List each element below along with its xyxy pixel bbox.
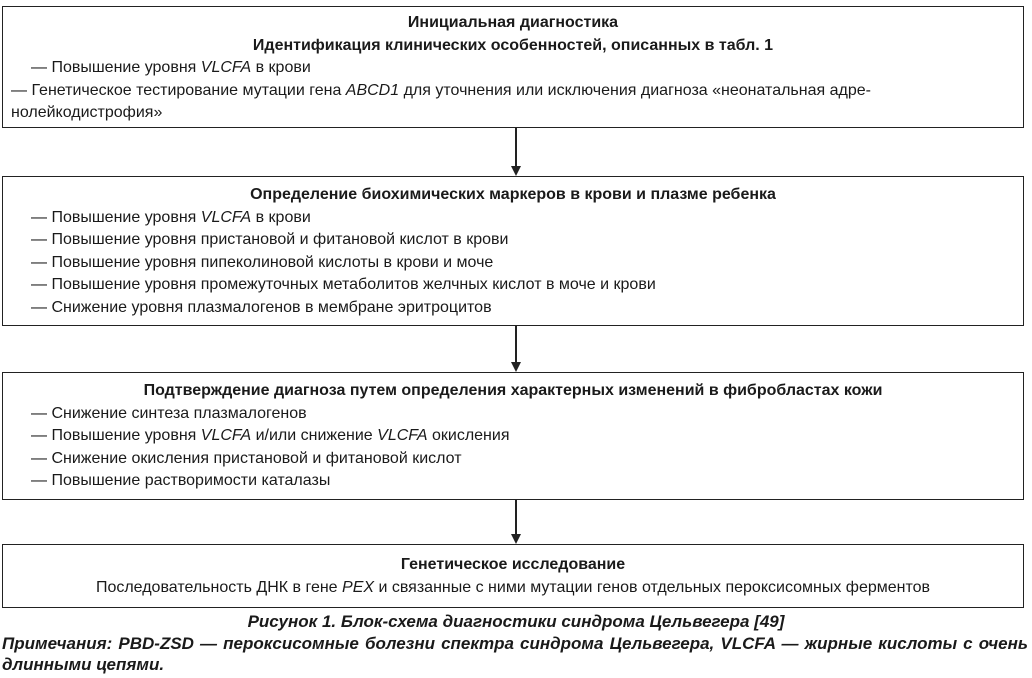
box-item: — Повышение уровня пристановой и фитановой кислот в крови bbox=[31, 231, 509, 248]
box-item: — Снижение окисления пристановой и фитановой кислот bbox=[31, 449, 462, 467]
box-item: — Снижение синтеза плазмалогенов bbox=[31, 404, 307, 422]
box-item: — Генетическое тестирование мутации гена ABCD1 для уточнения или исключения диагноза «неонатальная адре-нолейкодистрофия» bbox=[11, 81, 871, 121]
box-item: — Повышение уровня промежуточных метаболитов желчных кислот в моче и крови bbox=[31, 276, 656, 293]
box-title: Определение биохимических маркеров в крови и плазме ребенка bbox=[250, 186, 776, 203]
box-subtitle: Идентификация клинических особенностей, описанных в табл. 1 bbox=[252, 36, 774, 54]
box-item: — Повышение уровня VLCFA и/или снижение VLCFA окисления bbox=[31, 427, 510, 444]
box-title: Инициальная диагностика bbox=[407, 14, 619, 31]
box-title: Генетическое исследование bbox=[400, 556, 626, 573]
box-item: — Повышение уровня пипеколиновой кислоты в крови и моче bbox=[31, 253, 494, 271]
box-item: — Повышение уровня VLCFA в крови bbox=[31, 208, 311, 226]
box-item: — Снижение уровня плазмалогенов в мембране эритроцитов bbox=[31, 298, 492, 316]
figure-notes: Примечания: PBD-ZSD — пероксисомные болезни спектра синдрома Цельвегера, VLCFA — жирные кислоты с очень длинными цепями. bbox=[2, 634, 1028, 674]
box-item: — Повышение растворимости каталазы bbox=[31, 472, 331, 489]
flow-box-fibroblast-confirmation bbox=[2, 372, 1024, 500]
figure-caption: Рисунок 1. Блок-схема диагностики синдрома Цельвегера [49] bbox=[247, 612, 785, 631]
flow-box-genetic-study bbox=[2, 544, 1024, 608]
box-body: Последовательность ДНК в гене PEX и связанные с ними мутации генов отдельных пероксисомных ферментов bbox=[95, 578, 931, 596]
box-title: Подтверждение диагноза путем определения характерных изменений в фибробластах кожи bbox=[143, 382, 883, 399]
box-item: — Повышение уровня VLCFA в крови bbox=[31, 59, 311, 76]
flow-box-initial-diagnostics bbox=[2, 6, 1024, 128]
flow-box-biochemical-markers bbox=[2, 176, 1024, 326]
